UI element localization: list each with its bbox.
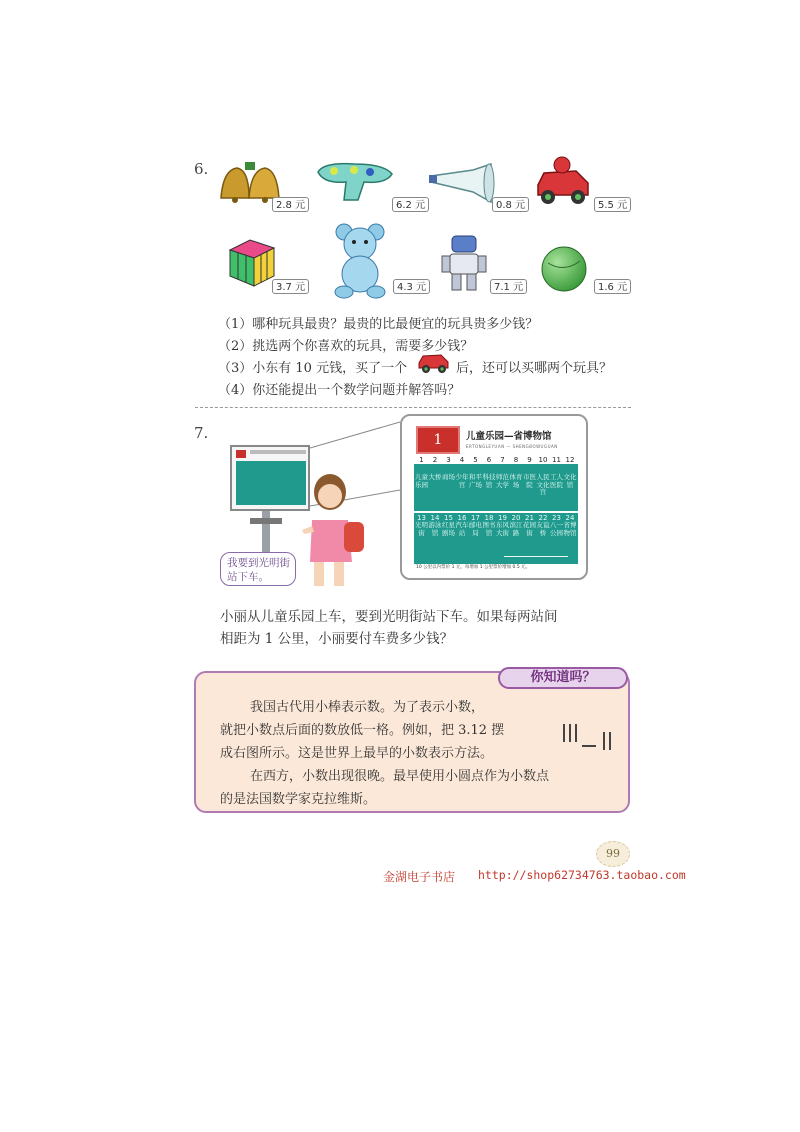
- bells-price: 2.8 元: [272, 197, 309, 212]
- route-board: [400, 414, 588, 580]
- stop-number: 19: [498, 514, 507, 522]
- stop-name: 工人医院: [550, 473, 563, 489]
- stop-name: 汽车站: [455, 521, 469, 537]
- route-title: 儿童乐园—省博物馆: [466, 431, 552, 442]
- question-7-number: 7.: [194, 424, 209, 442]
- ball-price: 1.6 元: [594, 279, 631, 294]
- page-number: 99: [596, 841, 630, 867]
- did-you-know-line-3: 成右图所示。这是世界上最早的小数表示方法。: [220, 746, 494, 761]
- stop-name: 红星剧场: [442, 521, 455, 537]
- sign-bracket: [250, 518, 282, 524]
- stop-number: 23: [552, 514, 561, 522]
- stop-number: 14: [430, 514, 440, 522]
- stop-number: 22: [538, 514, 548, 522]
- route-number: 1: [416, 426, 460, 454]
- footer-store-name: 金湖电子书店: [383, 870, 456, 884]
- stop-name: 科技馆: [482, 473, 496, 489]
- stop-number: 8: [513, 456, 519, 464]
- rubiks-cube-price: 3.7 元: [272, 279, 309, 294]
- speech-bubble: 我要到光明街站下车。: [220, 552, 296, 586]
- stop-number: 10: [538, 456, 548, 464]
- stop-number: 24: [565, 514, 575, 522]
- stop-number: 7: [500, 456, 505, 464]
- stop-number: 21: [525, 514, 534, 522]
- water-gun-icon: [314, 158, 396, 208]
- horn-icon: [427, 162, 495, 208]
- stop-name: 师范大学: [496, 473, 509, 489]
- stop-name: 邮电局: [469, 521, 482, 537]
- fare-note: 10 公里以内票价 1 元，每增加 1 公里票价增加 0.5 元。: [416, 565, 531, 570]
- stop-number: 11: [552, 456, 561, 464]
- subquestion-3-start: （3）小东有 10 元钱，买了一个: [218, 361, 408, 376]
- stop-number: 6: [486, 456, 492, 464]
- stop-number: 13: [417, 514, 426, 522]
- robot-icon: [440, 232, 488, 298]
- horn-price: 0.8 元: [492, 197, 529, 212]
- did-you-know-line-4: 在西方，小数出现很晚。最早使用小圆点作为小数点: [250, 769, 550, 784]
- teddy-bear-icon: [332, 222, 388, 304]
- did-you-know-line-5: 的是法国数学家克拉维斯。: [220, 792, 377, 807]
- ball-icon: [540, 245, 588, 297]
- question-6-number: 6.: [194, 160, 209, 178]
- stop-name: 和平广场: [469, 473, 482, 489]
- did-you-know-line-1: 我国古代用小棒表示数。为了表示小数，: [250, 700, 485, 715]
- route-pinyin: ERTONGLEYUAN — SHENGBOWUGUAN: [466, 444, 558, 449]
- stops-separator: [414, 511, 578, 513]
- toy-car-price: 5.5 元: [594, 197, 631, 212]
- question-7-line-2: 相距为 1 公里，小丽要付车费多少钱？: [220, 631, 454, 647]
- stop-name: 花园街: [523, 521, 536, 537]
- stops-panel: [414, 456, 578, 564]
- stop-name: 友谊桥: [536, 521, 550, 537]
- stop-name: 图书馆: [482, 521, 496, 537]
- stop-name: 文化馆: [563, 473, 577, 489]
- toy-car-small-icon: [416, 349, 452, 377]
- stop-name: 商场: [442, 473, 455, 481]
- rubiks-cube-icon: [226, 236, 278, 292]
- stop-name: 市医院: [523, 473, 536, 489]
- footer-url: http://shop62734763.taobao.com: [478, 868, 686, 882]
- stop-name: 体育场: [509, 473, 523, 489]
- subquestion-1: （1）哪种玩具最贵？最贵的比最便宜的玩具贵多少钱？: [218, 317, 539, 332]
- question-7-line-1: 小丽从儿童乐园上车，要到光明街站下车。如果每两站间: [220, 609, 558, 625]
- stop-name: 八一公园: [550, 521, 563, 537]
- stop-name: 人民文化宫: [536, 473, 550, 496]
- stop-number: 9: [527, 456, 532, 464]
- subquestion-3-end: 后，还可以买哪两个玩具？: [456, 361, 613, 376]
- stop-name: 大桥: [428, 473, 442, 481]
- girl-illustration: [300, 470, 370, 592]
- did-you-know-line-2: 就把小数点后面的数放低一格。例如，把 3.12 摆: [220, 723, 505, 738]
- teddy-bear-price: 4.3 元: [393, 279, 430, 294]
- subquestion-2: （2）挑选两个你喜欢的玩具，需要多少钱？: [218, 339, 474, 354]
- stop-number: 5: [473, 456, 478, 464]
- rod-numeral-icon: [560, 718, 620, 758]
- direction-arrow-icon: [504, 556, 568, 557]
- stop-number: 12: [565, 456, 575, 464]
- water-gun-price: 6.2 元: [392, 197, 429, 212]
- stop-name: 滨江路: [509, 521, 523, 537]
- did-you-know-title: 你知道吗？: [498, 667, 628, 689]
- toy-car-icon: [532, 155, 594, 211]
- stop-number: 20: [511, 514, 521, 522]
- stop-name: 东风大街: [496, 521, 509, 537]
- stop-number: 15: [444, 514, 453, 522]
- stop-number: 3: [446, 456, 451, 464]
- stop-name: 光明街: [415, 521, 428, 537]
- stop-number: 1: [419, 456, 424, 464]
- stop-number: 18: [484, 514, 494, 522]
- stop-number: 16: [457, 514, 467, 522]
- stop-number: 4: [459, 456, 465, 464]
- subquestion-4: （4）你还能提出一个数学问题并解答吗？: [218, 383, 461, 398]
- stop-number: 2: [432, 456, 438, 464]
- stop-number: 17: [471, 514, 480, 522]
- stop-name: 省博物馆: [563, 521, 577, 537]
- stop-name: 少年宫: [455, 473, 469, 489]
- stop-name: 游泳馆: [428, 521, 442, 537]
- bus-stop-sign-small: [230, 445, 310, 511]
- section-divider: [195, 407, 631, 408]
- stop-name: 儿童乐园: [415, 473, 428, 489]
- route-board-header: [414, 426, 578, 456]
- robot-price: 7.1 元: [490, 279, 527, 294]
